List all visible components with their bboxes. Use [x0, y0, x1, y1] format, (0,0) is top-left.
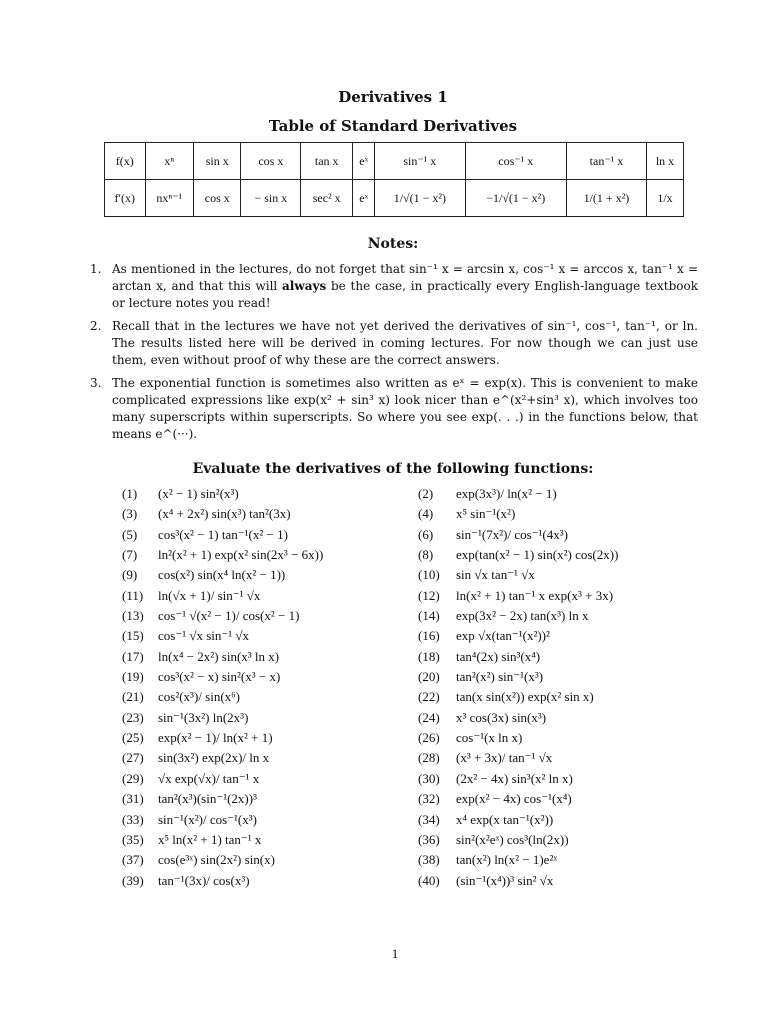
table-cell: xⁿ: [145, 143, 194, 180]
problem-number: (16): [418, 628, 440, 644]
table-cell: ln x: [647, 143, 684, 180]
derivatives-table: [104, 142, 684, 217]
problem-expression: cos²(x³)/ sin(x⁶): [158, 689, 241, 705]
problem-number: (40): [418, 872, 440, 888]
note-text: The exponential function is sometimes also written as eˣ = exp(x). This is convenient to make complicated expressions like exp(x² + sin³ x) look nicer than e^(x²+sin³ x), which involves too many superscripts within superscripts. So where you see exp(. . .) in the functions below, that means e^(···).: [112, 376, 698, 441]
note-text: Recall that in the lectures we have not yet derived the derivatives of sin⁻¹, cos⁻¹, tan⁻¹, or ln. The results listed here will be derived in coming lectures. For now though we can just use them, even without proof of why these are the correct answers.: [112, 319, 698, 367]
problem-number: (12): [418, 587, 440, 603]
problem-number: (23): [122, 709, 144, 725]
problem-expression: exp √x(tan⁻¹(x²))²: [456, 628, 550, 644]
problem-number: (3): [122, 506, 138, 522]
problem-number: (27): [122, 750, 144, 766]
problem-expression: cos³(x² − 1) tan⁻¹(x² − 1): [158, 526, 288, 542]
table-cell: f(x): [105, 143, 146, 180]
problem-number: (14): [418, 608, 440, 624]
problem-expression: sin √x tan⁻¹ √x: [456, 567, 535, 583]
problem-number: (24): [418, 709, 440, 725]
problem-expression: sin²(x²eˣ) cos³(ln(2x)): [456, 831, 569, 847]
problem-expression: x³ cos(3x) sin(x³): [456, 709, 547, 725]
table-cell: 1/√(1 − x²): [375, 180, 466, 217]
page-number: 1: [391, 946, 399, 961]
problem-number: (31): [122, 791, 144, 807]
problem-number: (7): [122, 547, 138, 563]
problem-expression: (x² − 1) sin²(x³): [158, 486, 239, 501]
problem-expression: ln²(x² + 1) exp(x² sin(2x³ − 6x)): [158, 547, 324, 563]
problem-number: (10): [418, 567, 440, 583]
table-cell: eˣ: [353, 180, 375, 217]
problem-expression: sin(3x²) exp(2x)/ ln x: [158, 750, 270, 766]
table-cell: tan x: [301, 143, 353, 180]
note-item: [90, 318, 698, 369]
problem-expression: (2x² − 4x) sin³(x² ln x): [456, 770, 573, 786]
problem-expression: tan(x²) ln(x² − 1)e²ˣ: [456, 852, 558, 868]
problem-number: (17): [122, 648, 144, 664]
problem-expression: exp(tan(x² − 1) sin(x²) cos(2x)): [456, 547, 619, 563]
problem-expression: exp(3x³)/ ln(x² − 1): [456, 486, 557, 501]
problem-number: (9): [122, 567, 138, 583]
problem-expression: sin⁻¹(x²)/ cos⁻¹(x³): [158, 811, 257, 827]
problem-expression: ln(√x + 1)/ sin⁻¹ √x: [158, 587, 261, 603]
problem-expression: cos⁻¹ √x sin⁻¹ √x: [158, 628, 250, 644]
problem-expression: cos(x²) sin(x⁴ ln(x² − 1)): [158, 567, 286, 583]
problem-expression: tan²(x²) sin⁻¹(x³): [456, 669, 544, 685]
problem-number: (20): [418, 669, 440, 685]
table-title: Table of Standard Derivatives: [268, 117, 518, 135]
problem-number: (25): [122, 730, 144, 746]
problem-expression: x⁴ exp(x tan⁻¹(x²)): [456, 811, 554, 827]
problem-expression: cos³(x² − x) sin²(x³ − x): [158, 669, 281, 685]
table-cell: sec² x: [301, 180, 353, 217]
problem-expression: tan(x sin(x²)) exp(x² sin x): [456, 689, 594, 705]
table-cell: sin⁻¹ x: [375, 143, 466, 180]
document-title: Derivatives 1: [338, 88, 448, 106]
problem-number: (15): [122, 628, 144, 644]
problem-expression: exp(3x² − 2x) tan(x³) ln x: [456, 608, 589, 624]
problem-number: (11): [122, 587, 144, 603]
exercise-heading: Evaluate the derivatives of the following functions:: [192, 461, 594, 477]
problem-number: (18): [418, 648, 440, 664]
problem-expression: x⁵ sin⁻¹(x²): [456, 506, 516, 522]
problem-number: (26): [418, 730, 440, 746]
note-emphasis: always: [282, 279, 327, 293]
note-number: 1.: [90, 262, 102, 276]
derivative-row: [105, 180, 684, 217]
notes-heading: Notes:: [367, 236, 419, 252]
table-cell: sin x: [194, 143, 241, 180]
problem-number: (29): [122, 770, 144, 786]
function-row: [105, 143, 684, 180]
problem-number: (22): [418, 689, 440, 705]
table-cell: cos x: [241, 143, 301, 180]
problem-expression: (x⁴ + 2x²) sin(x³) tan²(3x): [158, 506, 291, 522]
problem-number: (32): [418, 791, 440, 807]
problem-number: (6): [418, 526, 434, 542]
problem-number: (1): [122, 486, 138, 501]
table-cell: tan⁻¹ x: [566, 143, 646, 180]
problem-expression: √x exp(√x)/ tan⁻¹ x: [158, 770, 260, 786]
problem-expression: cos(e³ˣ) sin(2x²) sin(x): [158, 852, 275, 868]
table-cell: eˣ: [353, 143, 375, 180]
problem-expression: ln(x² + 1) tan⁻¹ x exp(x³ + 3x): [456, 587, 614, 603]
note-text: As mentioned in the lectures, do not forget that sin⁻¹ x = arcsin x, cos⁻¹ x = arccos x, tan⁻¹ x = arctan x, and that this will always be the case, in practically every English-language textbook or lecture notes you read!: [112, 262, 698, 310]
problem-number: (28): [418, 750, 440, 766]
problem-expression: cos⁻¹(x ln x): [456, 730, 523, 746]
note-item: [90, 261, 698, 312]
problem-number: (19): [122, 669, 144, 685]
problem-expression: tan²(x³)(sin⁻¹(2x))³: [158, 791, 257, 807]
problem-expression: sin⁻¹(7x²)/ cos⁻¹(4x³): [456, 526, 568, 542]
problem-number: (34): [418, 811, 440, 827]
problem-expression: exp(x² − 4x) cos⁻¹(x⁴): [456, 791, 572, 807]
problem-expression: tan⁻¹(3x)/ cos(x³): [158, 872, 250, 888]
problem-number: (4): [418, 506, 434, 522]
problem-number: (21): [122, 689, 144, 705]
problem-expression: (sin⁻¹(x⁴))³ sin² √x: [456, 872, 554, 888]
problem-number: (2): [418, 486, 434, 501]
table-cell: −1/√(1 − x²): [465, 180, 566, 217]
table-cell: cos x: [194, 180, 241, 217]
table-cell: cos⁻¹ x: [465, 143, 566, 180]
table-cell: 1/x: [647, 180, 684, 217]
problem-expression: sin⁻¹(3x²) ln(2x³): [158, 709, 249, 725]
problem-expression: x⁵ ln(x² + 1) tan⁻¹ x: [158, 831, 262, 847]
problem-number: (35): [122, 831, 144, 847]
problem-number: (13): [122, 608, 144, 624]
problem-number: (37): [122, 852, 144, 868]
problem-expression: exp(x² − 1)/ ln(x² + 1): [158, 730, 273, 746]
problem-number: (30): [418, 770, 440, 786]
problem-expression: ln(x⁴ − 2x²) sin(x³ ln x): [158, 648, 280, 664]
table-cell: f′(x): [105, 180, 146, 217]
note-number: 3.: [90, 376, 102, 390]
problem-number: (5): [122, 526, 138, 542]
table-cell: − sin x: [241, 180, 301, 217]
problem-number: (36): [418, 831, 440, 847]
table-cell: 1/(1 + x²): [566, 180, 646, 217]
problem-number: (8): [418, 547, 434, 563]
problem-expression: cos⁻¹ √(x² − 1)/ cos(x² − 1): [158, 608, 300, 624]
problem-expression: tan⁴(2x) sin³(x⁴): [456, 648, 541, 664]
note-number: 2.: [90, 319, 102, 333]
problem-expression: (x³ + 3x)/ tan⁻¹ √x: [456, 750, 553, 766]
problem-number: (33): [122, 811, 144, 827]
problem-number: (38): [418, 852, 440, 868]
table-cell: nxⁿ⁻¹: [145, 180, 194, 217]
problem-number: (39): [122, 872, 144, 888]
note-item: [90, 375, 698, 443]
